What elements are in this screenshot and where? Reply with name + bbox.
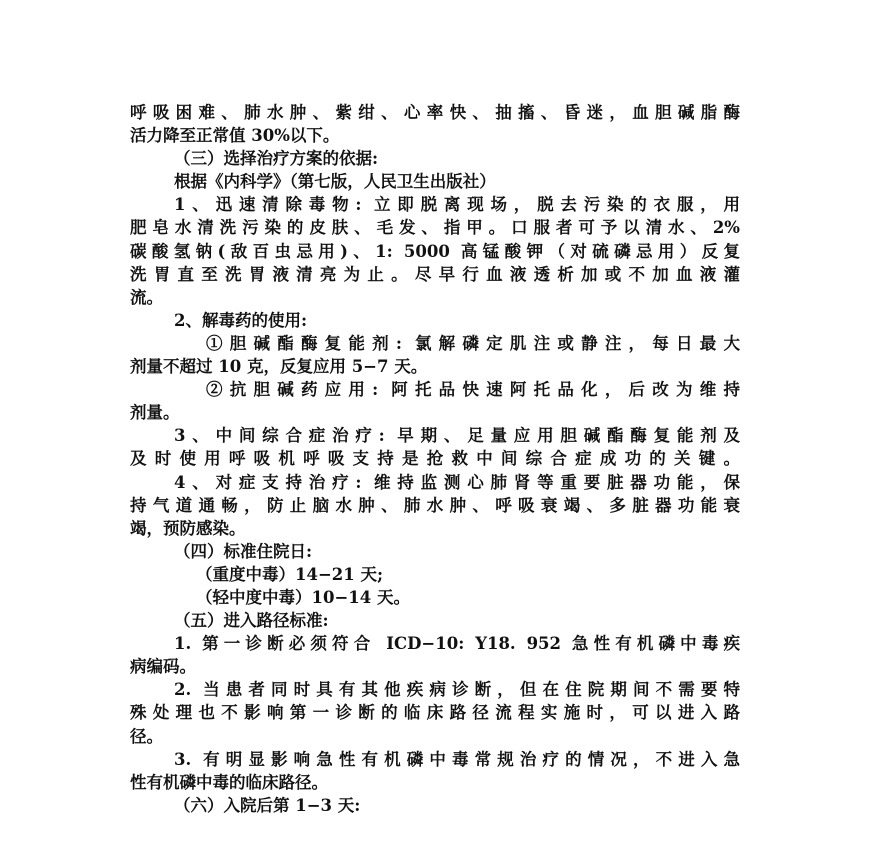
text-line: 殊处理也不影响第一诊断的临床路径流程实施时，可以进入路 [130,703,740,723]
text-line: 1. 第一诊断必须符合 ICD−10: Y18. 952 急性有机磷中毒疾 [174,634,740,654]
section-heading: （四）标准住院日: [174,541,313,561]
text-line: 病编码。 [130,657,196,677]
text-line: 剂量不超过 10 克，反复应用 5−7 天。 [130,357,428,377]
text-line: 3、中间综合症治疗: 早期、足量应用胆碱酯酶复能剂及 [174,426,740,446]
text-line: 活力降至正常值 30%以下。 [130,126,340,146]
text-line: 4、对症支持治疗: 维持监测心肺肾等重要脏器功能，保 [174,472,740,492]
text-line: 持气道通畅，防止脑水肿、肺水肿、呼吸衰竭、多脏器功能衰 [130,495,740,515]
text-line: （轻中度中毒）10−14 天。 [196,587,410,607]
text-line: ①胆碱酯酶复能剂: 氯解磷定肌注或静注，每日最大 [206,333,740,353]
text-line: 根据《内科学》（第七版，人民卫生出版社） [174,172,496,192]
text-line: ②抗胆碱药应用: 阿托品快速阿托品化，后改为维持 [206,380,740,400]
text-line: 2. 当患者同时具有其他疾病诊断，但在住院期间不需要特 [174,680,740,700]
text-line: 剂量。 [130,403,180,423]
text-line: 3. 有明显影响急性有机磷中毒常规治疗的情况，不进入急 [174,749,740,769]
text-line: 呼吸困难、肺水肿、紫绀、心率快、抽搐、昏迷，血胆碱脂酶 [130,103,740,122]
section-heading: （六）入院后第 1−3 天: [174,795,361,815]
text-line: 1、迅速清除毒物: 立即脱离现场，脱去污染的衣服，用 [174,195,740,215]
text-line: （重度中毒）14−21 天; [196,564,384,584]
text-line: 竭，预防感染。 [130,518,246,538]
text-line: 碳酸氢钠(敌百虫忌用)、1: 5000 高锰酸钾（对硫磷忌用）反复 [130,241,740,261]
text-line: 流。 [130,287,163,307]
text-line: 肥皂水清洗污染的皮肤、毛发、指甲。口服者可予以清水、2% [130,218,740,238]
text-line: 2、解毒药的使用: [174,310,308,330]
document-page [130,101,740,817]
section-heading: （五）进入路径标准: [174,611,329,631]
text-line: 性有机磷中毒的临床路径。 [130,772,328,792]
section-heading: （三）选择治疗方案的依据: [174,149,379,169]
text-line: 洗胃直至洗胃液清亮为止。尽早行血液透析加或不加血液灌 [130,264,740,284]
text-line: 径。 [130,726,163,746]
text-line: 及时使用呼吸机呼吸支持是抢救中间综合症成功的关键。 [130,449,740,469]
